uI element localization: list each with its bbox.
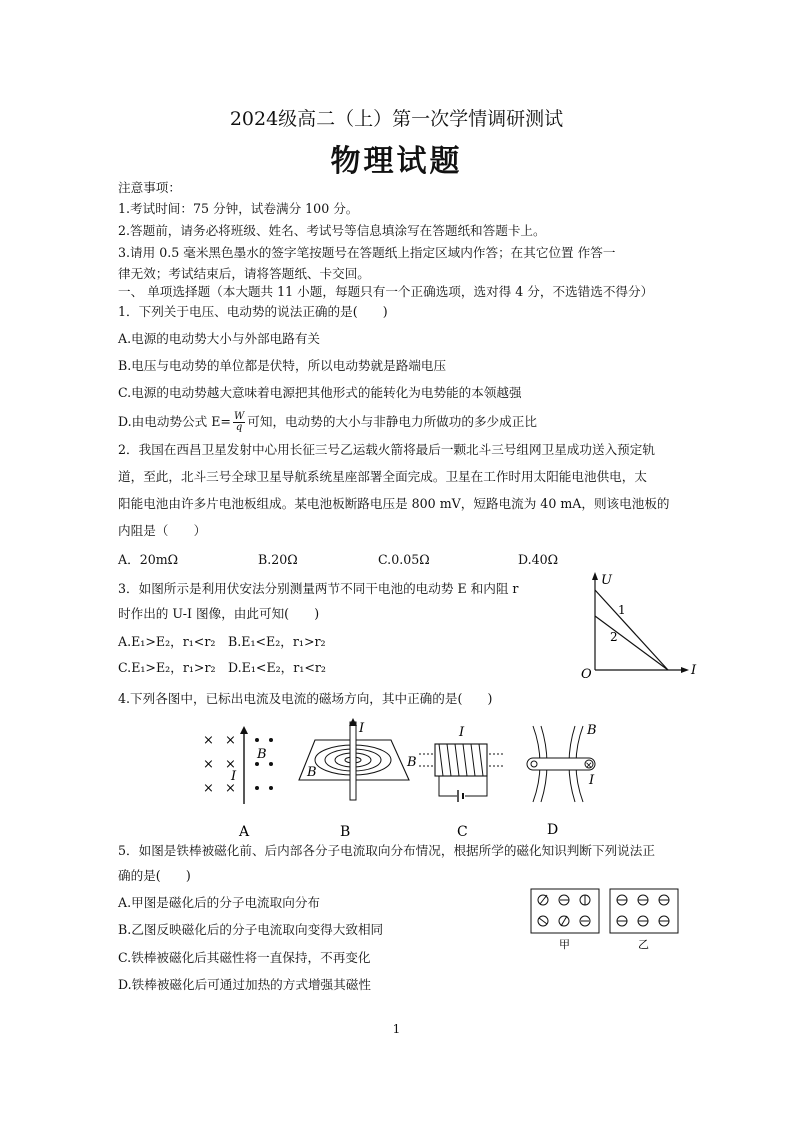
question-line: 确的是( ) <box>118 868 191 883</box>
line-1-label: 1 <box>618 603 626 617</box>
note-item: 1.考试时间：75 分钟，试卷满分 100 分。 <box>118 201 359 216</box>
option-b: B.20Ω <box>258 552 298 567</box>
current-arrow-icon <box>240 726 248 734</box>
dot-mark <box>269 762 273 766</box>
figure-label: B <box>340 824 351 840</box>
i-axis-label: I <box>691 663 697 678</box>
question-line: 5．如图是铁棒被磁化前、后内部各分子电流取向分布情况，根据所学的磁化知识判断下列说法正 <box>118 843 655 858</box>
field-label: B <box>587 723 597 738</box>
figure-label: A <box>239 824 250 840</box>
question-line: 3．如图所示是利用伏安法分别测量两节不同干电池的电动势 E 和内阻 r <box>118 581 519 596</box>
figure-label: C <box>457 824 468 840</box>
u-axis-arrow-icon <box>592 572 598 580</box>
dot-mark <box>269 738 273 742</box>
current-label: I <box>359 721 365 736</box>
dot-mark <box>255 738 259 742</box>
current-label: I <box>459 725 465 740</box>
option-b: B.乙图反映磁化后的分子电流取向变得大致相同 <box>118 922 384 937</box>
option-b: B.电压与电动势的单位都是伏特，所以电动势就是路端电压 <box>118 358 447 373</box>
fraction-denominator: q <box>235 422 243 433</box>
cross-mark: × <box>225 781 236 796</box>
option-d-prefix: D.由电动势公式 E= <box>118 414 231 429</box>
panel-before-label: 甲 <box>559 938 570 951</box>
line-2 <box>595 616 668 670</box>
dot-mark <box>255 786 259 790</box>
dot-mark <box>255 762 259 766</box>
option-c: C.铁棒被磁化后其磁性将一直保持，不再变化 <box>118 950 371 965</box>
question-stem: 1．下列关于电压、电动势的说法正确的是( ) <box>118 304 388 319</box>
cross-mark: × <box>203 781 214 796</box>
option-a: A.电源的电动势大小与外部电路有关 <box>118 331 321 346</box>
random-domains <box>538 895 590 926</box>
option-d: D.铁棒被磁化后可通过加热的方式增强其磁性 <box>118 977 371 992</box>
field-label: B <box>307 765 317 780</box>
circuit <box>465 776 487 796</box>
cross-mark: × <box>203 757 214 772</box>
circuit <box>439 776 457 796</box>
figure-c <box>406 725 503 840</box>
section-title: 一、 单项选择题（本大题共 11 小题，每题只有一个正确选项，选对得 4 分，不选错选不得分） <box>118 284 654 299</box>
option-a: A.E₁>E₂，r₁<r₂ <box>118 634 216 649</box>
fraction-numerator: W <box>233 411 245 422</box>
ui-graph-figure <box>575 570 705 682</box>
note-item: 2.答题前，请务必将班级、姓名、考试号等信息填涂写在答题纸和答题卡上。 <box>118 223 546 238</box>
option-a: A.甲图是磁化后的分子电流取向分布 <box>118 895 321 910</box>
figure-d <box>527 723 597 838</box>
field-label: B <box>257 747 267 762</box>
notes-heading: 注意事项： <box>118 180 181 195</box>
magnetization-figure <box>528 886 688 952</box>
option-c: C.电源的电动势越大意味着电源把其他形式的能转化为电势能的本领越强 <box>118 385 522 400</box>
cross-mark: × <box>225 733 236 748</box>
question-line: 时作出的 U-I 图像，由此可知( ) <box>118 606 320 621</box>
u-axis-label: U <box>601 573 612 588</box>
exam-subject: 物理试题 <box>330 144 463 179</box>
option-c: C.0.05Ω <box>378 552 430 567</box>
line-2-label: 2 <box>610 630 618 644</box>
option-d-suffix: 可知，电动势的大小与非静电力所做功的多少成正比 <box>247 414 537 429</box>
question-line: 内阻是（ ） <box>118 523 207 538</box>
solenoid-windings <box>439 744 483 776</box>
wire <box>350 722 356 800</box>
note-item: 律无效；考试结束后，请将答题纸、卡交回。 <box>118 266 370 281</box>
option-d: D.E₁<E₂，r₁<r₂ <box>228 660 326 675</box>
panel-after-label: 乙 <box>638 938 649 951</box>
field-label: B <box>407 755 417 770</box>
i-axis-arrow-icon <box>681 667 689 673</box>
option-d: D.40Ω <box>518 552 559 567</box>
figure-a <box>203 726 273 840</box>
question-line: 2．我国在西昌卫星发射中心用长征三号乙运载火箭将最后一颗北斗三号组网卫星成功送入预定轨 <box>118 442 655 457</box>
option-a: A．20mΩ <box>118 552 179 567</box>
option-c: C.E₁>E₂，r₁>r₂ <box>118 660 216 675</box>
dot-mark <box>269 786 273 790</box>
option-b: B.E₁<E₂，r₁>r₂ <box>228 634 326 649</box>
aligned-domains <box>617 895 669 926</box>
question-line: 道，至此，北斗三号全球卫星导航系统星座部署全面完成。卫星在工作时用太阳能电池供电，太 <box>118 469 647 484</box>
current-label: I <box>589 773 595 788</box>
cross-mark: × <box>203 733 214 748</box>
option-d <box>118 411 537 433</box>
figure-b <box>299 718 409 840</box>
line-1 <box>595 590 668 670</box>
question-line: 阳能电池由许多片电池板组成。某电池板断路电压是 800 mV，短路电流为 40 mA，则该电池板的 <box>118 496 670 511</box>
fraction-w-over-q <box>233 412 245 433</box>
figure-label: D <box>547 822 559 838</box>
note-item: 3.请用 0.5 毫米黑色墨水的签字笔按题号在答题纸上指定区域内作答；在其它位置 作答一 <box>118 245 616 260</box>
exam-title: 2024级高二（上）第一次学情调研测试 <box>229 108 564 130</box>
question-stem: 4.下列各图中，已标出电流及电流的磁场方向，其中正确的是( ) <box>118 691 493 706</box>
cross-mark: × <box>585 761 593 771</box>
current-label: I <box>231 769 237 784</box>
cross-mark: × <box>225 757 236 772</box>
page-number: 1 <box>392 1022 401 1036</box>
magnetic-field-figures <box>195 718 615 842</box>
origin-label: O <box>581 667 592 682</box>
